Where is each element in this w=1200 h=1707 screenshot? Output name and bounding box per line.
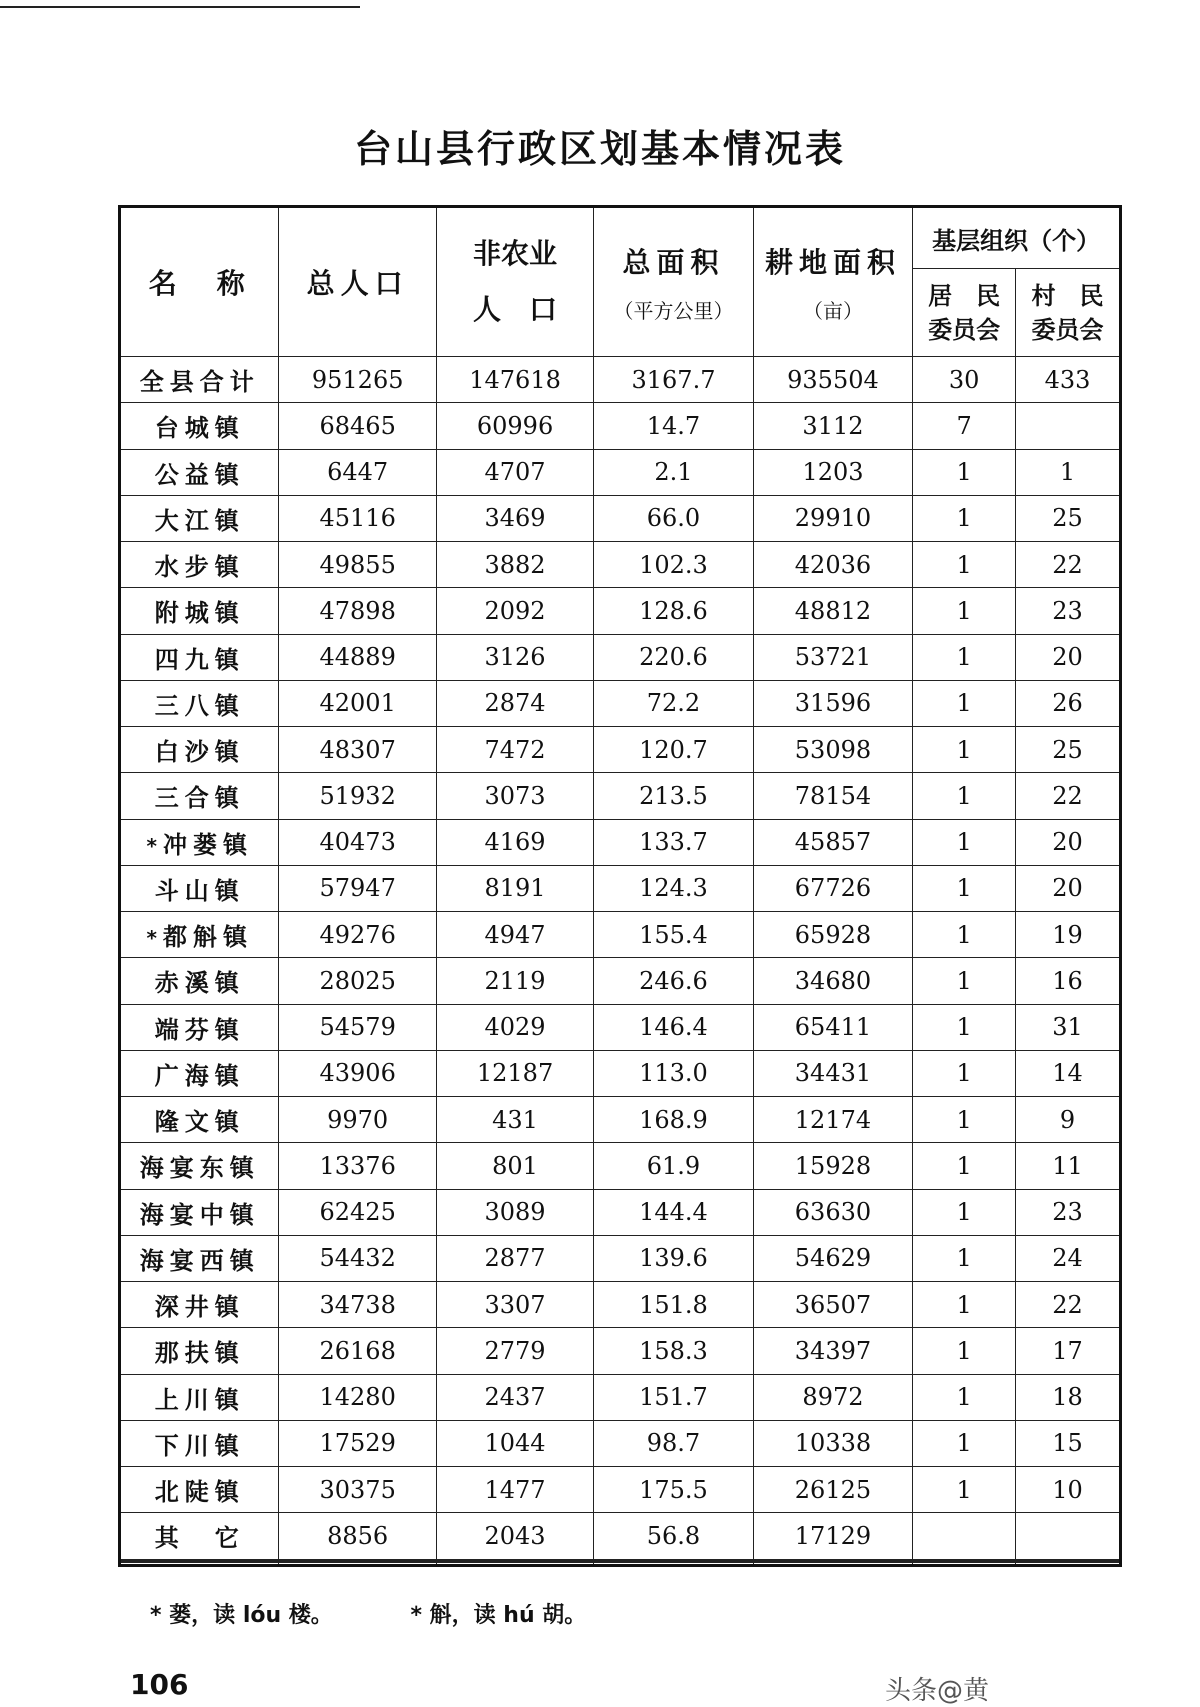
total-population-cell: 54579 [279, 1004, 436, 1050]
non-agri-cell: 3089 [436, 1189, 593, 1235]
area-cell: 151.7 [594, 1374, 753, 1420]
farmland-cell: 8972 [753, 1374, 912, 1420]
header-total-area: 总面积 （平方公里） [594, 207, 753, 357]
residents-committee-cell: 1 [913, 1235, 1016, 1281]
town-name: 大江镇 [154, 506, 245, 535]
area-cell: 102.3 [594, 542, 753, 588]
town-name-cell [120, 1420, 279, 1466]
farmland-cell: 1203 [753, 449, 912, 495]
area-cell: 155.4 [594, 912, 753, 958]
residents-committee-cell: 1 [913, 1189, 1016, 1235]
villagers-committee-cell: 19 [1016, 912, 1121, 958]
non-agri-cell: 2437 [436, 1374, 593, 1420]
table-row [120, 1235, 1121, 1281]
table-row [120, 495, 1121, 541]
residents-committee-cell: 1 [913, 1420, 1016, 1466]
farmland-cell: 63630 [753, 1189, 912, 1235]
villagers-committee-cell: 433 [1016, 357, 1121, 403]
residents-committee-cell: 1 [913, 819, 1016, 865]
area-cell: 168.9 [594, 1097, 753, 1143]
residents-committee-cell: 1 [913, 1097, 1016, 1143]
town-name: 公益镇 [154, 460, 245, 489]
table-row [120, 958, 1121, 1004]
non-agri-cell: 3126 [436, 634, 593, 680]
farmland-cell: 48812 [753, 588, 912, 634]
area-cell: 128.6 [594, 588, 753, 634]
villagers-committee-cell: 15 [1016, 1420, 1121, 1466]
villagers-committee-cell: 9 [1016, 1097, 1121, 1143]
non-agri-cell: 2877 [436, 1235, 593, 1281]
total-population-cell: 8856 [279, 1513, 436, 1559]
admin-division-table [118, 205, 1122, 1567]
total-population-cell: 6447 [279, 449, 436, 495]
villagers-committee-cell: 23 [1016, 588, 1121, 634]
farmland-cell: 54629 [753, 1235, 912, 1281]
table-row [120, 1097, 1121, 1143]
villagers-committee-cell: 20 [1016, 865, 1121, 911]
residents-committee-cell: 1 [913, 1004, 1016, 1050]
villagers-committee-cell: 20 [1016, 819, 1121, 865]
table-row [120, 449, 1121, 495]
villagers-committee-cell: 18 [1016, 1374, 1121, 1420]
residents-committee-cell: 1 [913, 1374, 1016, 1420]
total-population-cell: 26168 [279, 1328, 436, 1374]
residents-committee-cell: 1 [913, 1282, 1016, 1328]
town-name: 三合镇 [154, 784, 245, 813]
villagers-committee-cell: 17 [1016, 1328, 1121, 1374]
residents-committee-cell: 30 [913, 357, 1016, 403]
table-row [120, 1050, 1121, 1096]
footnote-mark: * [146, 926, 163, 951]
villagers-committee-cell: 25 [1016, 495, 1121, 541]
total-population-cell: 51932 [279, 773, 436, 819]
table-row [120, 819, 1121, 865]
villagers-committee-cell: 10 [1016, 1467, 1121, 1513]
farmland-cell: 53098 [753, 727, 912, 773]
villagers-committee-cell: 24 [1016, 1235, 1121, 1281]
table-row [120, 357, 1121, 403]
residents-committee-cell: 1 [913, 958, 1016, 1004]
total-population-cell: 40473 [279, 819, 436, 865]
non-agri-cell: 2043 [436, 1513, 593, 1559]
non-agri-cell: 2779 [436, 1328, 593, 1374]
farmland-cell [753, 1563, 912, 1566]
table-row [120, 542, 1121, 588]
villagers-committee-cell: 22 [1016, 773, 1121, 819]
header-villagers-committee: 村 民 委员会 [1016, 269, 1121, 357]
residents-committee-cell [913, 1513, 1016, 1559]
town-name: 海宴西镇 [139, 1246, 260, 1275]
town-name-cell [120, 449, 279, 495]
non-agri-cell: 4707 [436, 449, 593, 495]
town-name-cell [120, 680, 279, 726]
table-row [120, 1513, 1121, 1559]
town-name: 隆文镇 [154, 1108, 245, 1137]
top-rule [0, 6, 360, 8]
table-row [120, 1563, 1121, 1566]
area-cell: 61.9 [594, 1143, 753, 1189]
page-number: 106 [130, 1668, 189, 1701]
footnote-mark: * [146, 833, 163, 858]
total-population-cell: 62425 [279, 1189, 436, 1235]
town-name-cell [120, 1467, 279, 1513]
town-name: 深井镇 [154, 1293, 245, 1322]
town-name-cell [120, 1050, 279, 1096]
non-agri-cell: 2119 [436, 958, 593, 1004]
non-agri-cell: 60996 [436, 403, 593, 449]
farmland-cell: 10338 [753, 1420, 912, 1466]
non-agri-cell: 801 [436, 1143, 593, 1189]
footnote-lou: * 蒌，读 lóu 楼。 [150, 1603, 333, 1628]
villagers-committee-cell: 11 [1016, 1143, 1121, 1189]
non-agri-cell: 147618 [436, 357, 593, 403]
villagers-committee-cell: 25 [1016, 727, 1121, 773]
total-population-cell: 17529 [279, 1420, 436, 1466]
town-name-cell [120, 912, 279, 958]
villagers-committee-cell: 1 [1016, 449, 1121, 495]
total-population-cell: 34738 [279, 1282, 436, 1328]
area-cell: 220.6 [594, 634, 753, 680]
town-name-cell [120, 773, 279, 819]
town-name-cell [120, 819, 279, 865]
table-row [120, 634, 1121, 680]
page-title: 台山县行政区划基本情况表 [353, 127, 846, 171]
town-name-cell [120, 1004, 279, 1050]
residents-committee-cell: 1 [913, 727, 1016, 773]
villagers-committee-cell: 31 [1016, 1004, 1121, 1050]
non-agri-cell: 2874 [436, 680, 593, 726]
farmland-cell: 31596 [753, 680, 912, 726]
non-agri-cell [436, 1563, 593, 1566]
farmland-cell: 36507 [753, 1282, 912, 1328]
total-population-cell: 9970 [279, 1097, 436, 1143]
villagers-committee-cell: 22 [1016, 1282, 1121, 1328]
residents-committee-cell: 1 [913, 542, 1016, 588]
area-cell: 144.4 [594, 1189, 753, 1235]
header-name: 名 称 [120, 207, 279, 357]
table-row [120, 1420, 1121, 1466]
residents-committee-cell: 1 [913, 495, 1016, 541]
farmland-cell: 34431 [753, 1050, 912, 1096]
town-name-cell [120, 588, 279, 634]
table-row [120, 865, 1121, 911]
residents-committee-cell: 1 [913, 773, 1016, 819]
total-population-cell: 13376 [279, 1143, 436, 1189]
total-population-cell: 44889 [279, 634, 436, 680]
town-name-cell [120, 1235, 279, 1281]
table-body [120, 357, 1121, 1566]
town-name-cell [120, 542, 279, 588]
area-cell [594, 1563, 753, 1566]
non-agri-cell: 8191 [436, 865, 593, 911]
farmland-cell: 29910 [753, 495, 912, 541]
total-population-cell: 49855 [279, 542, 436, 588]
non-agri-cell: 3307 [436, 1282, 593, 1328]
area-cell: 98.7 [594, 1420, 753, 1466]
town-name: 白沙镇 [154, 738, 245, 767]
area-cell: 133.7 [594, 819, 753, 865]
town-name-cell [120, 495, 279, 541]
villagers-committee-cell: 26 [1016, 680, 1121, 726]
town-name: 其 它 [154, 1524, 245, 1553]
area-cell: 66.0 [594, 495, 753, 541]
non-agri-cell: 4947 [436, 912, 593, 958]
town-name-cell [120, 865, 279, 911]
farmland-cell: 935504 [753, 357, 912, 403]
town-name: 三八镇 [154, 691, 245, 720]
town-name: 冲蒌镇 [162, 830, 253, 859]
total-population-cell: 45116 [279, 495, 436, 541]
residents-committee-cell: 1 [913, 865, 1016, 911]
farmland-cell: 42036 [753, 542, 912, 588]
area-cell: 113.0 [594, 1050, 753, 1096]
villagers-committee-cell: 16 [1016, 958, 1121, 1004]
town-name-cell [120, 1189, 279, 1235]
area-cell: 146.4 [594, 1004, 753, 1050]
non-agri-cell: 1477 [436, 1467, 593, 1513]
farmland-cell: 53721 [753, 634, 912, 680]
town-name: 都斛镇 [162, 923, 253, 952]
non-agri-cell: 3073 [436, 773, 593, 819]
farmland-cell: 34680 [753, 958, 912, 1004]
table-row [120, 1328, 1121, 1374]
total-population-cell: 42001 [279, 680, 436, 726]
total-population-cell: 48307 [279, 727, 436, 773]
villagers-committee-cell: 22 [1016, 542, 1121, 588]
residents-committee-cell: 1 [913, 680, 1016, 726]
non-agri-cell: 3882 [436, 542, 593, 588]
residents-committee-cell: 1 [913, 912, 1016, 958]
villagers-committee-cell: 14 [1016, 1050, 1121, 1096]
residents-committee-cell: 1 [913, 588, 1016, 634]
town-name-cell [120, 357, 279, 403]
area-cell: 120.7 [594, 727, 753, 773]
town-name: 北陡镇 [154, 1478, 245, 1507]
total-population-cell: 28025 [279, 958, 436, 1004]
town-name: 上川镇 [154, 1385, 245, 1414]
non-agri-cell: 3469 [436, 495, 593, 541]
farmland-cell: 78154 [753, 773, 912, 819]
non-agri-cell: 431 [436, 1097, 593, 1143]
residents-committee-cell: 1 [913, 634, 1016, 680]
footnote-hu: * 斛，读 hú 胡。 [410, 1603, 587, 1628]
town-name-cell [120, 634, 279, 680]
farmland-cell: 65411 [753, 1004, 912, 1050]
villagers-committee-cell [1016, 1513, 1121, 1559]
total-population-cell: 30375 [279, 1467, 436, 1513]
area-cell: 56.8 [594, 1513, 753, 1559]
farmland-cell: 34397 [753, 1328, 912, 1374]
table-row [120, 1282, 1121, 1328]
farmland-cell: 12174 [753, 1097, 912, 1143]
town-name: 广海镇 [154, 1061, 245, 1090]
total-population-cell: 47898 [279, 588, 436, 634]
header-grassroots-org: 基层组织（个） [913, 207, 1121, 269]
farmland-cell: 3112 [753, 403, 912, 449]
town-name-cell [120, 1143, 279, 1189]
villagers-committee-cell [1016, 403, 1121, 449]
area-cell: 246.6 [594, 958, 753, 1004]
table-row [120, 403, 1121, 449]
table-row [120, 1374, 1121, 1420]
area-cell: 3167.7 [594, 357, 753, 403]
town-name-cell [120, 1328, 279, 1374]
town-name-cell [120, 727, 279, 773]
farmland-cell: 45857 [753, 819, 912, 865]
town-name-cell [120, 958, 279, 1004]
residents-committee-cell: 1 [913, 1143, 1016, 1189]
non-agri-cell: 12187 [436, 1050, 593, 1096]
table-row [120, 912, 1121, 958]
watermark: 头条@黄 [885, 1676, 990, 1706]
non-agri-cell: 1044 [436, 1420, 593, 1466]
area-cell: 124.3 [594, 865, 753, 911]
total-population-cell: 14280 [279, 1374, 436, 1420]
residents-committee-cell [913, 1563, 1016, 1566]
table-row [120, 1143, 1121, 1189]
area-cell: 158.3 [594, 1328, 753, 1374]
town-name-cell [120, 1563, 279, 1566]
town-name: 台城镇 [154, 414, 245, 443]
total-population-cell: 49276 [279, 912, 436, 958]
table-row [120, 588, 1121, 634]
villagers-committee-cell [1016, 1563, 1121, 1566]
town-name-cell [120, 1513, 279, 1559]
area-cell: 213.5 [594, 773, 753, 819]
total-population-cell: 43906 [279, 1050, 436, 1096]
farmland-cell: 65928 [753, 912, 912, 958]
non-agri-cell: 7472 [436, 727, 593, 773]
header-farmland-area: 耕地面积 （亩） [753, 207, 912, 357]
header-total-population: 总人口 [279, 207, 436, 357]
town-name: 赤溪镇 [154, 969, 245, 998]
area-cell: 14.7 [594, 403, 753, 449]
total-population-cell [279, 1563, 436, 1566]
table-row [120, 773, 1121, 819]
table-row [120, 727, 1121, 773]
non-agri-cell: 4029 [436, 1004, 593, 1050]
residents-committee-cell: 1 [913, 1328, 1016, 1374]
footnotes [150, 1598, 656, 1629]
town-name-cell [120, 1374, 279, 1420]
total-population-cell: 54432 [279, 1235, 436, 1281]
area-cell: 151.8 [594, 1282, 753, 1328]
residents-committee-cell: 1 [913, 449, 1016, 495]
farmland-cell: 15928 [753, 1143, 912, 1189]
town-name-cell [120, 1097, 279, 1143]
total-population-cell: 57947 [279, 865, 436, 911]
total-population-cell: 68465 [279, 403, 436, 449]
area-cell: 175.5 [594, 1467, 753, 1513]
non-agri-cell: 4169 [436, 819, 593, 865]
villagers-committee-cell: 20 [1016, 634, 1121, 680]
villagers-committee-cell: 23 [1016, 1189, 1121, 1235]
town-name-cell [120, 403, 279, 449]
town-name: 端芬镇 [154, 1015, 245, 1044]
area-cell: 139.6 [594, 1235, 753, 1281]
town-name: 那扶镇 [154, 1339, 245, 1368]
area-cell: 2.1 [594, 449, 753, 495]
town-name: 海宴中镇 [139, 1200, 260, 1229]
farmland-cell: 26125 [753, 1467, 912, 1513]
table-row [120, 680, 1121, 726]
town-name: 四九镇 [154, 645, 245, 674]
table-row [120, 1004, 1121, 1050]
area-cell: 72.2 [594, 680, 753, 726]
header-residents-committee: 居 民 委员会 [913, 269, 1016, 357]
town-name-cell [120, 1282, 279, 1328]
total-population-cell: 951265 [279, 357, 436, 403]
town-name: 海宴东镇 [139, 1154, 260, 1183]
header-non-agri-population: 非农业 人 口 [436, 207, 593, 357]
residents-committee-cell: 7 [913, 403, 1016, 449]
town-name: 水步镇 [154, 553, 245, 582]
town-name: 斗山镇 [154, 876, 245, 905]
town-name: 附城镇 [154, 599, 245, 628]
farmland-cell: 17129 [753, 1513, 912, 1559]
non-agri-cell: 2092 [436, 588, 593, 634]
town-name: 下川镇 [154, 1431, 245, 1460]
town-name: 全县合计 [139, 368, 260, 397]
table-row [120, 1467, 1121, 1513]
residents-committee-cell: 1 [913, 1050, 1016, 1096]
residents-committee-cell: 1 [913, 1467, 1016, 1513]
farmland-cell: 67726 [753, 865, 912, 911]
table-row [120, 1189, 1121, 1235]
